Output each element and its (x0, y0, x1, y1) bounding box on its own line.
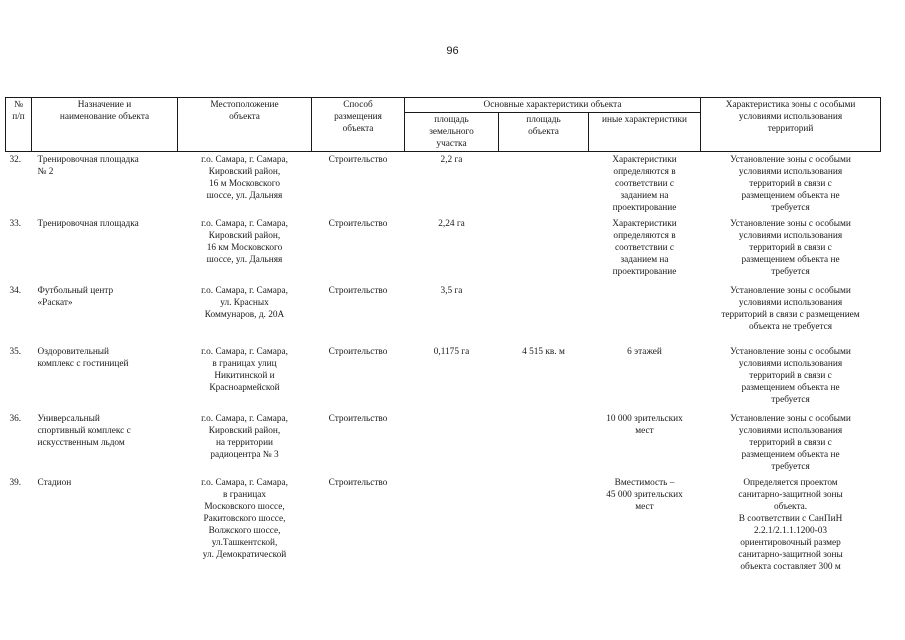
cell-location: г.о. Самара, г. Самара, Кировский район, 16 км Московского шоссе, ул. Дальняя (201, 219, 288, 265)
page-number: 96 (446, 45, 459, 57)
cell-other: Характеристики определяются в соответствии с заданием на проектирование (612, 219, 677, 277)
cell-other (589, 283, 701, 344)
header-location: Местоположение объекта (178, 98, 312, 152)
cell-name: Стадион (37, 478, 72, 488)
cell-method: Строительство (328, 155, 388, 165)
cell-object-area (499, 283, 589, 344)
cell-method: Строительство (328, 414, 388, 424)
cell-land-area (405, 475, 499, 575)
objects-table (5, 97, 881, 575)
table-row (6, 411, 881, 475)
cell-zone: Установление зоны с особыми условиями использования территорий в связи с размещением объекта не требуется (730, 347, 851, 405)
cell-zone: Установление зоны с особыми условиями использования территорий в связи с размещением объекта не требуется (730, 155, 851, 213)
cell-land-area: 0,1175 га (433, 347, 470, 357)
cell-object-area (499, 475, 589, 575)
cell-method: Строительство (328, 219, 388, 229)
cell-other: Характеристики определяются в соответствии с заданием на проектирование (612, 155, 677, 213)
cell-other: Вместимость – 45 000 зрительских мест (606, 478, 683, 512)
cell-num: 36. (9, 414, 22, 424)
table-row (6, 216, 881, 283)
cell-zone: Установление зоны с особыми условиями использования территорий в связи с размещением объекта не требуется (721, 286, 860, 332)
cell-name: Футбольный центр «Раскат» (37, 286, 114, 308)
cell-land-area: 2,2 га (440, 155, 463, 165)
cell-other: 6 этажей (627, 347, 662, 357)
cell-other: 10 000 зрительских мест (606, 414, 683, 436)
header-num: № п/п (6, 98, 32, 152)
header-other-characteristics: иные характеристики (589, 113, 701, 152)
cell-zone: Установление зоны с особыми условиями использования территорий в связи с размещением объекта не требуется (730, 414, 851, 472)
cell-location: г.о. Самара, г. Самара, в границах улиц Никитинской и Красноармейской (201, 347, 288, 393)
cell-method: Строительство (328, 286, 388, 296)
cell-method: Строительство (328, 347, 388, 357)
table-row (6, 475, 881, 575)
cell-land-area: 3,5 га (440, 286, 463, 296)
cell-name: Тренировочная площадка № 2 (37, 155, 139, 177)
cell-num: 35. (9, 347, 22, 357)
cell-land-area: 2,24 га (438, 219, 465, 229)
cell-location: г.о. Самара, г. Самара, в границах Московского шоссе, Ракитовского шоссе, Волжского шоссе, ул.Ташкентской, ул. Демократической (201, 478, 288, 560)
cell-num: 34. (9, 286, 22, 296)
cell-location: г.о. Самара, г. Самара, Кировский район, на территории радиоцентра № 3 (201, 414, 288, 460)
cell-land-area (405, 411, 499, 475)
table-row (6, 152, 881, 217)
table-row (6, 344, 881, 411)
cell-name: Универсальный спортивный комплекс с искусственным льдом (37, 414, 131, 448)
header-method: Способ размещения объекта (312, 98, 405, 152)
cell-object-area (499, 216, 589, 283)
header-land-area: площадь земельного участка (405, 113, 499, 152)
header-name: Назначение и наименование объекта (32, 98, 178, 152)
cell-object-area: 4 515 кв. м (522, 347, 565, 357)
cell-method: Строительство (328, 478, 388, 488)
cell-num: 33. (9, 219, 22, 229)
cell-object-area (499, 411, 589, 475)
header-zone-characteristics: Характеристика зоны с особыми условиями использования территорий (701, 98, 881, 152)
cell-object-area (499, 152, 589, 217)
cell-name: Оздоровительный комплекс с гостиницей (37, 347, 129, 369)
cell-name: Тренировочная площадка (37, 219, 139, 229)
cell-zone: Установление зоны с особыми условиями использования территорий в связи с размещением объекта не требуется (730, 219, 851, 277)
cell-location: г.о. Самара, г. Самара, Кировский район, 16 м Московского шоссе, ул. Дальняя (201, 155, 288, 201)
cell-location: г.о. Самара, г. Самара, ул. Красных Коммунаров, д. 20А (201, 286, 288, 320)
cell-zone: Определяется проектом санитарно-защитной зоны объекта. В соответствии с СанПиН 2.2.1/2.1.1.1200-03 ориентировочный размер санитарно-защитной зоны объекта составляет 300 м (738, 478, 843, 572)
table-header (6, 98, 881, 152)
header-object-area: площадь объекта (499, 113, 589, 152)
cell-num: 32. (9, 155, 22, 165)
header-main-characteristics: Основные характеристики объекта (405, 98, 701, 113)
table-row (6, 283, 881, 344)
cell-num: 39. (9, 478, 22, 488)
